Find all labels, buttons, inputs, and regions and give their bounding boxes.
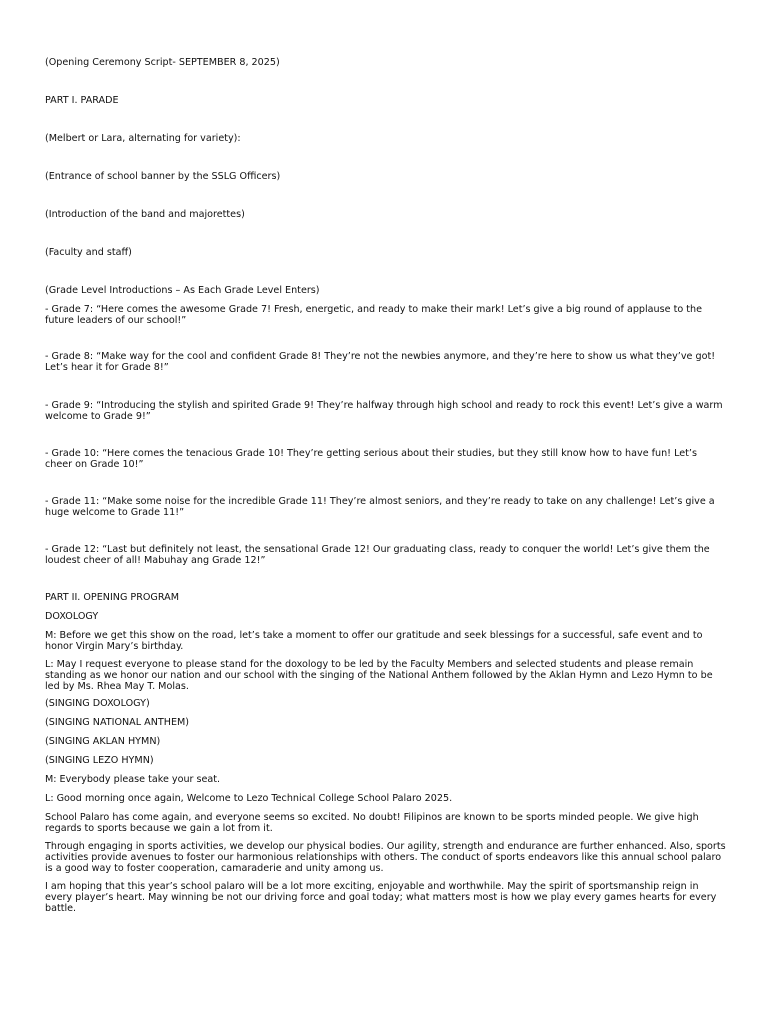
m-blessing-line: M: Before we get this show on the road, let’s take a moment to offer our gratitude and seek blessings for a successful, safe event and to honor Virgin Mary’s birthday. xyxy=(45,630,703,652)
l-request-line: L: May I request everyone to please stand for the doxology to be led by the Faculty Members and selected students and please remain standing as we honor our nation and our school with the singing of the National Anthem followed by the Aklan Hymn and Lezo Hymn to be led by Ms. Rhea May T. Molas. xyxy=(45,659,713,692)
grade-7-intro: - Grade 7: “Here comes the awesome Grade 7! Fresh, energetic, and ready to make their mark! Let’s give a big round of applause to the future leaders of our school!” xyxy=(45,304,703,326)
palaro-paragraph: School Palaro has come again, and everyone seems so excited. No doubt! Filipinos are known to be sports minded people. We give high regards to sports because we gain a lot from it. xyxy=(45,812,699,834)
grade-9-intro: - Grade 9: “Introducing the stylish and spirited Grade 9! They’re halfway through high school and ready to rock this event! Let’s give a warm welcome to Grade 9!” xyxy=(45,400,723,422)
part2-title: PART II. OPENING PROGRAM xyxy=(45,592,179,603)
engaging-paragraph: Through engaging in sports activities, we develop our physical bodies. Our agility, strength and endurance are further enhanced. Also, sports activities provide avenues to foster our harmonious relationships with others. The conduct of sports endeavors like this annual school palaro is a good way to foster cooperation, camaraderie and unity among us. xyxy=(45,841,726,874)
singing-national-anthem: (SINGING NATIONAL ANTHEM) xyxy=(45,717,190,728)
part1-title: PART I. PARADE xyxy=(45,95,119,106)
faculty-note: (Faculty and staff) xyxy=(45,247,132,258)
doxology-heading: DOXOLOGY xyxy=(45,611,99,622)
m-seat-line: M: Everybody please take your seat. xyxy=(45,774,221,785)
band-note: (Introduction of the band and majorettes) xyxy=(45,209,245,220)
script-header: (Opening Ceremony Script- SEPTEMBER 8, 2025) xyxy=(45,57,280,68)
singing-aklan-hymn: (SINGING AKLAN HYMN) xyxy=(45,736,161,747)
grade-12-intro: - Grade 12: “Last but definitely not least, the sensational Grade 12! Our graduating class, ready to conquer the world! Let’s give them the loudest cheer of all! Mabuhay ang Grade 12!” xyxy=(45,544,710,566)
grade-10-intro: - Grade 10: “Here comes the tenacious Grade 10! They’re getting serious about their studies, but they still know how to have fun! Let’s cheer on Grade 10!” xyxy=(45,448,697,470)
grade-11-intro: - Grade 11: “Make some noise for the incredible Grade 11! They’re almost seniors, and they’re ready to take on any challenge! Let’s give a huge welcome to Grade 11!” xyxy=(45,496,715,518)
grade-8-intro: - Grade 8: “Make way for the cool and confident Grade 8! They’re not the newbies anymore, and they’re here to show us what they’ve got! Let’s hear it for Grade 8!” xyxy=(45,351,716,373)
singing-doxology: (SINGING DOXOLOGY) xyxy=(45,698,150,709)
banner-note: (Entrance of school banner by the SSLG Officers) xyxy=(45,171,281,182)
singing-lezo-hymn: (SINGING LEZO HYMN) xyxy=(45,755,154,766)
hosts-note: (Melbert or Lara, alternating for variety): xyxy=(45,133,241,144)
l-welcome-line: L: Good morning once again, Welcome to Lezo Technical College School Palaro 2025. xyxy=(45,793,453,804)
hoping-paragraph: I am hoping that this year’s school palaro will be a lot more exciting, enjoyable and worthwhile. May the spirit of sportsmanship reign in every player’s heart. May winning be not our driving force and goal today; what matters most is how we play every games hearts for every battle. xyxy=(45,881,717,914)
grade-intro-heading: (Grade Level Introductions – As Each Grade Level Enters) xyxy=(45,285,320,296)
